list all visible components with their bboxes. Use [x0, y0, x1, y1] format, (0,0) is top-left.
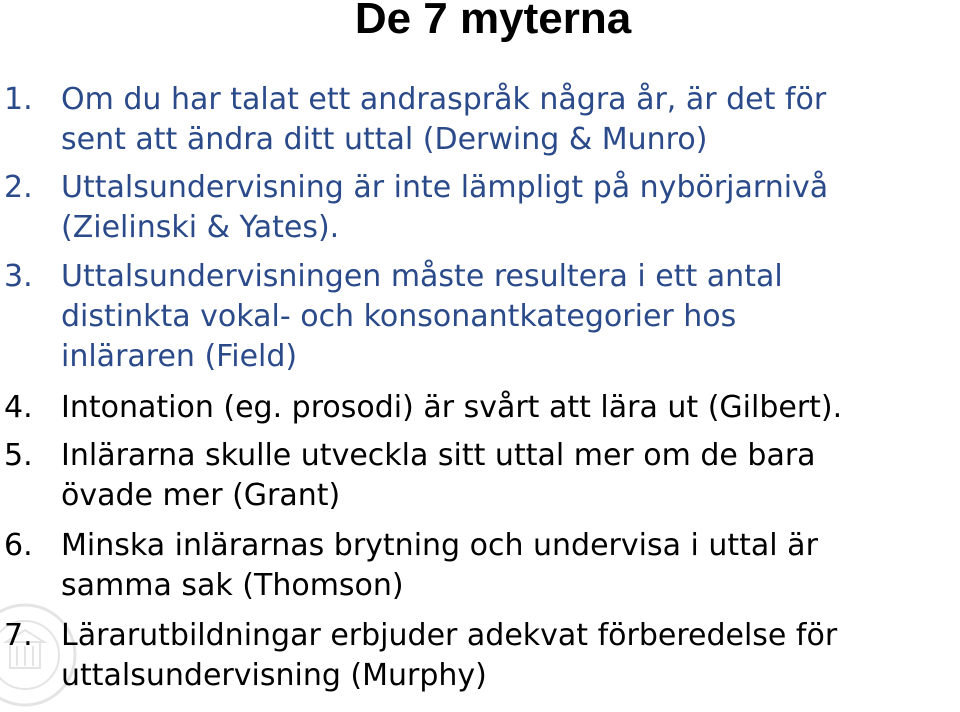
- item-line: Intonation (eg. prosodi) är svårt att lära ut (Gilbert).: [61, 390, 843, 425]
- item-number: 2.: [4, 170, 33, 205]
- item-line: sent att ändra ditt uttal (Derwing & Munro): [61, 122, 708, 157]
- item-line: (Zielinski & Yates).: [61, 210, 340, 245]
- item-text: [61, 526, 960, 606]
- item-line: övade mer (Grant): [61, 478, 341, 513]
- item-number: 1.: [4, 82, 33, 117]
- item-number: 6.: [4, 528, 33, 563]
- item-line: Minska inlärarnas brytning och undervisa i uttal är: [61, 528, 818, 563]
- item-number: 5.: [4, 438, 33, 473]
- item-text: [61, 616, 960, 696]
- item-number: 4.: [4, 390, 33, 425]
- item-number: 3.: [4, 259, 33, 294]
- item-number: 7.: [4, 618, 33, 653]
- item-line: Uttalsundervisning är inte lämpligt på nybörjarnivå: [61, 170, 829, 205]
- item-text: [61, 257, 960, 377]
- item-line: uttalsundervisning (Murphy): [61, 658, 487, 693]
- item-line: Inlärarna skulle utveckla sitt uttal mer om de bara: [61, 438, 816, 473]
- page-title: De 7 myterna: [354, 0, 632, 43]
- item-line: distinkta vokal- och konsonantkategorier hos: [61, 299, 737, 334]
- item-text: [61, 436, 960, 516]
- item-line: samma sak (Thomson): [61, 568, 404, 603]
- item-line: Lärarutbildningar erbjuder adekvat förberedelse för: [61, 618, 838, 653]
- item-text: [61, 168, 960, 248]
- item-line: Om du har talat ett andraspråk några år, är det för: [61, 82, 827, 117]
- item-line: Uttalsundervisningen måste resultera i ett antal: [61, 259, 783, 294]
- item-text: [61, 388, 960, 428]
- item-line: inläraren (Field): [61, 339, 298, 374]
- item-text: [61, 80, 960, 160]
